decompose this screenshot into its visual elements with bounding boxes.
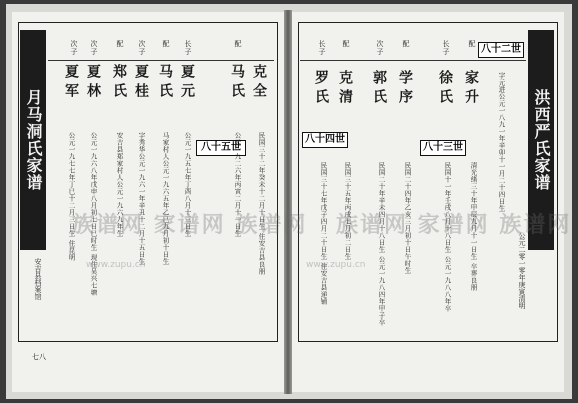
right-entry-3-relation: 配: [402, 40, 410, 48]
right-generation-label-2: 八十三世: [420, 140, 466, 156]
watermark-left: 族谱网 家谱网 族谱网: [72, 213, 308, 238]
right-entry-5-name: 家升: [463, 70, 479, 108]
right-entry-2-relation: 次子: [376, 40, 384, 56]
left-entry-7-name: 克全: [251, 64, 267, 102]
right-entry-2-name: 郭氏: [371, 70, 387, 108]
right-entry-0-bio: 民国三十七年戊子四月二十日生 住安吉县递铺: [319, 162, 328, 305]
right-top-note: 公元二零一零年庚寅清明: [518, 232, 526, 309]
right-generation-label-3: 八十四世: [302, 132, 348, 148]
right-banner-title: 洪西严氏家谱: [528, 30, 554, 250]
left-entry-1-bio: 公元一九六八年戊申八月初七日巳时生 现住吴兴七塘: [89, 132, 98, 296]
watermark-url-left: www.zupu.cn: [86, 260, 146, 270]
left-entry-1-name: 夏林: [85, 64, 101, 102]
right-entry-0-relation: 长子: [318, 40, 326, 56]
right-entry-1-name: 克清: [337, 70, 353, 108]
left-entry-6-relation: 配: [234, 40, 242, 48]
right-generation-label-1: 八十二世: [478, 42, 524, 58]
left-entry-1-relation: 次子: [90, 40, 98, 56]
right-header-rule: [300, 60, 526, 61]
left-entry-7-bio: 民国三十二年癸未十二月十日生 住安吉县良朋: [257, 132, 266, 275]
left-entry-3-bio: 字秀华公元一九六一年辛丑十二月十五日生: [137, 132, 146, 265]
left-entry-6-bio: 公元一九二六年丙寅二月十一日生: [233, 132, 242, 237]
right-entry-6-bio: 字元进公元一八九一年辛卯十一月二十四日生: [497, 72, 506, 212]
left-entry-6-name: 马氏: [229, 64, 245, 102]
left-entry-0-relation: 次子: [70, 40, 78, 56]
left-banner-title: 月马洞氏家谱: [20, 30, 46, 250]
left-generation-label: 八十五世: [196, 140, 246, 156]
left-entry-3-name: 夏桂: [133, 64, 149, 102]
right-entry-1-bio: 民国三十五年丙戌七月初二日生: [343, 162, 352, 260]
left-entry-4-relation: 配: [162, 40, 170, 48]
book-gutter: [284, 10, 292, 394]
right-entry-2-bio: 民国二十年辛未四月十八日生 公元一九八四年甲子卒: [377, 162, 386, 326]
left-entry-2-bio: 安吉县郑家村人公元一九六九年生: [115, 132, 124, 237]
left-entry-5-relation: 长子: [184, 40, 192, 56]
left-entry-5-bio: 公元一九五七年丁酉八月十三日生: [183, 132, 192, 237]
left-entry-0-name: 夏军: [63, 64, 79, 102]
left-header-rule: [48, 60, 274, 61]
left-entry-3-relation: 次子: [138, 40, 146, 56]
right-entry-4-relation: 长子: [442, 40, 450, 56]
right-page: [292, 12, 564, 392]
left-entry-5-name: 夏元: [179, 64, 195, 102]
right-entry-5-relation: 配: [468, 40, 476, 48]
right-entry-0-name: 罗氏: [313, 70, 329, 108]
left-entry-4-bio: 马家村人公元一九六五年乙巳九月初十日生: [161, 132, 170, 265]
right-entry-4-name: 徐氏: [437, 70, 453, 108]
right-entry-5-bio: 清光绪三十年甲辰九月十一日生 卒葬良朋: [469, 162, 478, 291]
left-entry-4-name: 马氏: [157, 64, 173, 102]
left-footer-volume: 安吉县档案馆: [34, 258, 42, 300]
left-page-number: 七八: [32, 353, 46, 361]
left-page: [12, 12, 284, 392]
watermark-right: 族谱网 家谱网 族谱网: [336, 213, 572, 238]
right-entry-3-bio: 民国二十四年乙亥三月初十日午时生: [403, 162, 412, 274]
right-entry-3-name: 学序: [397, 70, 413, 108]
left-entry-0-bio: 公元一九七七年丁巳十二月三日生 住昆明: [67, 132, 76, 261]
open-book: [6, 4, 572, 399]
right-entry-1-relation: 配: [342, 40, 350, 48]
left-entry-2-name: 郑氏: [111, 64, 127, 102]
watermark-url-right: www.zupu.cn: [306, 260, 366, 270]
right-entry-4-bio: 民国十一年壬戌八月十八日生 公元一九八八年卒: [443, 162, 452, 312]
left-entry-2-relation: 配: [116, 40, 124, 48]
